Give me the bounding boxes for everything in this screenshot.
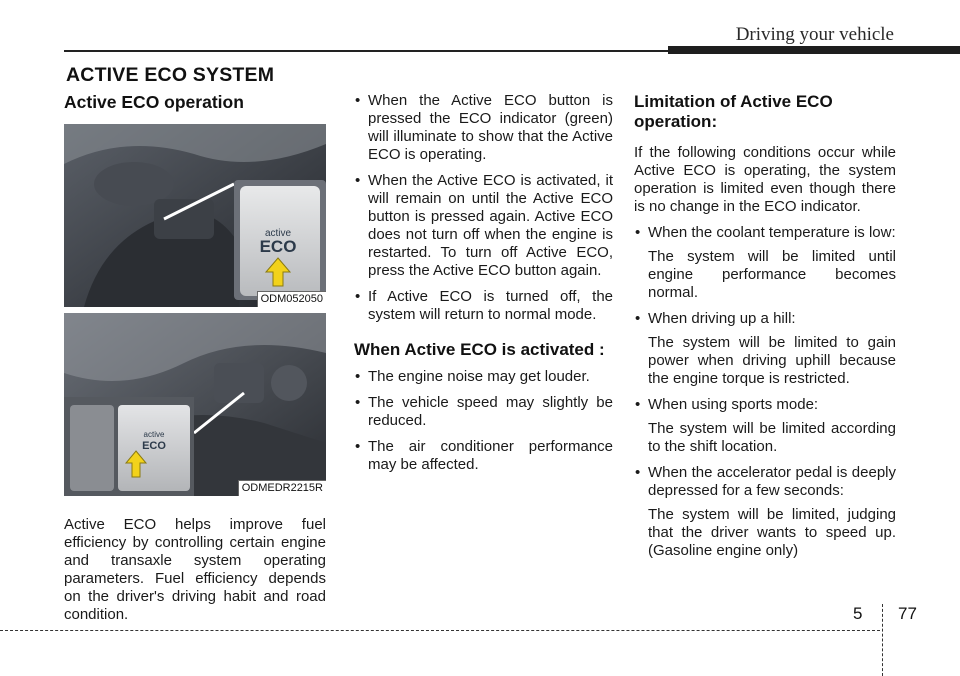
heading-when-activated: When Active ECO is activated : (354, 340, 605, 359)
figure-eco-button-closeup (64, 124, 326, 307)
condition-detail: The system will be limited to gain power when driving uphill because the engine torque is restricted. (648, 334, 896, 387)
effects-bullets (354, 368, 613, 474)
condition-text: When the coolant temperature is low: (648, 224, 896, 241)
condition-detail: The system will be limited until engine performance becomes normal. (648, 248, 896, 301)
condition-text: When using sports mode: (648, 396, 819, 413)
figure-1-label: ODM052050 (257, 291, 326, 307)
body-paragraph: Active ECO helps improve fuel efficiency by controlling certain engine and transaxle system operating parameters. Fuel efficiency depends on the driver's driving habit and road condition. (64, 516, 326, 623)
footer-separator (882, 604, 883, 676)
list-item: • The air conditioner performance may be affected. (354, 438, 613, 474)
condition-detail: The system will be limited according to the shift location. (648, 420, 896, 455)
column-1 (64, 92, 326, 624)
figure-2-label: ODMEDR2215R (238, 480, 326, 496)
list-item (634, 224, 896, 242)
list-item (634, 310, 896, 328)
figure-2-button-top-text: active (143, 430, 165, 439)
figure-1-button-top-text: active (264, 228, 292, 239)
dashboard-photo-1 (64, 124, 326, 307)
condition-text: When the accelerator pedal is deeply depressed for a few seconds: (648, 464, 896, 499)
list-item (634, 396, 896, 414)
list-item: • If Active ECO is turned off, the system will return to normal mode. (354, 288, 613, 324)
limitation-intro: If the following conditions occur while Active ECO is operating, the system operation is limited even though there is no change in the ECO indicator. (634, 144, 896, 215)
section-title: ACTIVE ECO SYSTEM (66, 64, 275, 86)
list-item: • When the Active ECO button is pressed the ECO indicator (green) will illuminate to show that the Active ECO is operating. (354, 92, 613, 164)
operation-bullets (354, 92, 613, 324)
conditions-list (634, 224, 896, 242)
footer-dashed-rule (0, 630, 880, 631)
heading-limitation: Limitation of Active ECO operation: (634, 92, 833, 131)
figure-1-button-main-text: ECO (259, 237, 297, 256)
column-2 (354, 92, 613, 482)
page-number: 77 (898, 604, 917, 623)
list-item: • The engine noise may get louder. (354, 368, 613, 386)
condition-detail: The system will be limited, judging that the driver wants to speed up. (Gasoline engine only) (648, 506, 896, 559)
header-bar (668, 46, 960, 54)
chapter-number: 5 (853, 604, 863, 623)
list-item: • When the Active ECO is activated, it will remain on until the Active ECO button is pressed again. Active ECO does not turn off when the engine is restarted. To turn off Active ECO, press the Active ECO button again. (354, 172, 613, 280)
header-section-title: Driving your vehicle (735, 24, 894, 45)
heading-active-eco-operation: Active ECO operation (64, 92, 244, 112)
figure-eco-button-location (64, 313, 326, 496)
figure-2-button-main-text: ECO (142, 440, 166, 452)
dashboard-photo-2 (64, 313, 326, 496)
list-item (634, 464, 896, 500)
condition-text: When driving up a hill: (648, 310, 796, 327)
column-3 (634, 92, 896, 568)
header-rule (64, 50, 668, 52)
list-item: • The vehicle speed may slightly be reduced. (354, 394, 613, 430)
